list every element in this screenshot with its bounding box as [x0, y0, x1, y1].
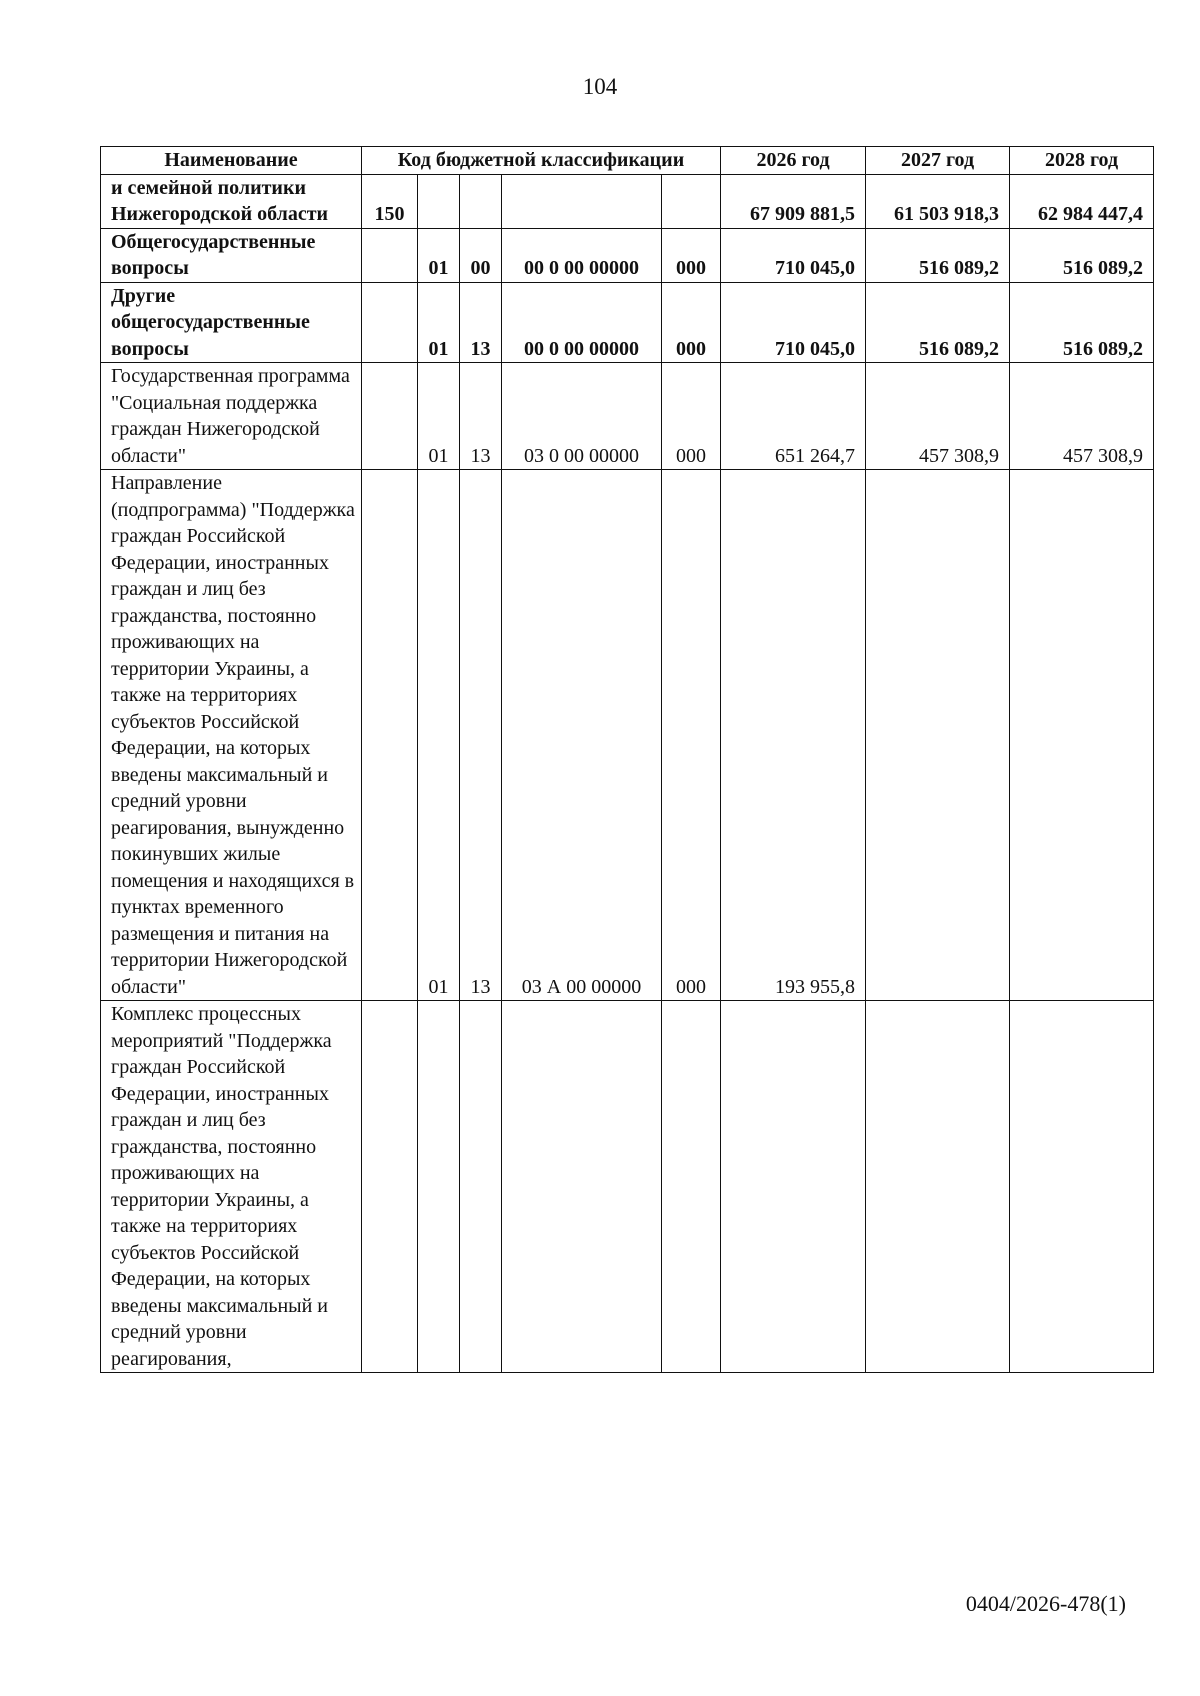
subsection-code	[460, 174, 502, 228]
table-row	[101, 1001, 1154, 1373]
expense-type-code: 000	[662, 363, 721, 470]
expense-type-code: 000	[662, 228, 721, 282]
header-2026: 2026 год	[721, 147, 866, 175]
row-name: Направление (подпрограмма) "Поддержка граждан Российской Федерации, иностранных граждан и лиц без гражданства, постоянно проживающих на территории Украины, а также на территориях субъектов Российской Федерации, на которых введены максимальный и средний уровни реагирования, вынужденно покинувших жилые помещения и находящихся в пунктах временного размещения и питания на территории Нижегородской области"	[101, 470, 362, 1001]
budget-table	[100, 146, 1154, 1373]
section-code: 01	[418, 282, 460, 363]
value-2027: 516 089,2	[866, 228, 1010, 282]
value-2028: 516 089,2	[1010, 228, 1154, 282]
subsection-code: 13	[460, 282, 502, 363]
value-2028: 457 308,9	[1010, 363, 1154, 470]
row-name: и семейной политики Нижегородской области	[101, 174, 362, 228]
section-code: 01	[418, 228, 460, 282]
header-code: Код бюджетной классификации	[362, 147, 721, 175]
value-2026: 710 045,0	[721, 228, 866, 282]
value-2028: 62 984 447,4	[1010, 174, 1154, 228]
value-2027: 516 089,2	[866, 282, 1010, 363]
table-row	[101, 470, 1154, 1001]
value-2028	[1010, 1001, 1154, 1373]
header-2028: 2028 год	[1010, 147, 1154, 175]
value-2027	[866, 1001, 1010, 1373]
subsection-code	[460, 1001, 502, 1373]
target-code: 03 0 00 00000	[502, 363, 662, 470]
value-2027: 61 503 918,3	[866, 174, 1010, 228]
value-2026	[721, 1001, 866, 1373]
row-name: Другие общегосударственные вопросы	[101, 282, 362, 363]
expense-type-code	[662, 174, 721, 228]
header-2027: 2027 год	[866, 147, 1010, 175]
target-code	[502, 1001, 662, 1373]
document-registration-code: 0404/2026-478(1)	[965, 1591, 1126, 1616]
ministry-code	[362, 282, 418, 363]
section-code: 01	[418, 363, 460, 470]
subsection-code: 13	[460, 470, 502, 1001]
ministry-code: 150	[362, 174, 418, 228]
table-row	[101, 228, 1154, 282]
target-code	[502, 174, 662, 228]
ministry-code	[362, 363, 418, 470]
row-name: Государственная программа "Социальная поддержка граждан Нижегородской области"	[101, 363, 362, 470]
subsection-code: 00	[460, 228, 502, 282]
target-code: 00 0 00 00000	[502, 282, 662, 363]
ministry-code	[362, 1001, 418, 1373]
value-2026: 651 264,7	[721, 363, 866, 470]
expense-type-code	[662, 1001, 721, 1373]
section-code	[418, 174, 460, 228]
ministry-code	[362, 470, 418, 1001]
value-2027: 457 308,9	[866, 363, 1010, 470]
section-code	[418, 1001, 460, 1373]
value-2026: 710 045,0	[721, 282, 866, 363]
table-row	[101, 282, 1154, 363]
value-2028: 516 089,2	[1010, 282, 1154, 363]
value-2026: 193 955,8	[721, 470, 866, 1001]
ministry-code	[362, 228, 418, 282]
value-2028	[1010, 470, 1154, 1001]
page-number: 104	[582, 74, 618, 99]
expense-type-code: 000	[662, 282, 721, 363]
row-name: Общегосударственные вопросы	[101, 228, 362, 282]
header-name: Наименование	[101, 147, 362, 175]
subsection-code: 13	[460, 363, 502, 470]
expense-type-code: 000	[662, 470, 721, 1001]
row-name: Комплекс процессных мероприятий "Поддержка граждан Российской Федерации, иностранных граждан и лиц без гражданства, постоянно проживающих на территории Украины, а также на территориях субъектов Российской Федерации, на которых введены максимальный и средний уровни реагирования,	[101, 1001, 362, 1373]
table-row	[101, 363, 1154, 470]
value-2026: 67 909 881,5	[721, 174, 866, 228]
section-code: 01	[418, 470, 460, 1001]
table-row	[101, 174, 1154, 228]
value-2027	[866, 470, 1010, 1001]
table-header-row	[101, 147, 1154, 175]
target-code: 03 А 00 00000	[502, 470, 662, 1001]
target-code: 00 0 00 00000	[502, 228, 662, 282]
